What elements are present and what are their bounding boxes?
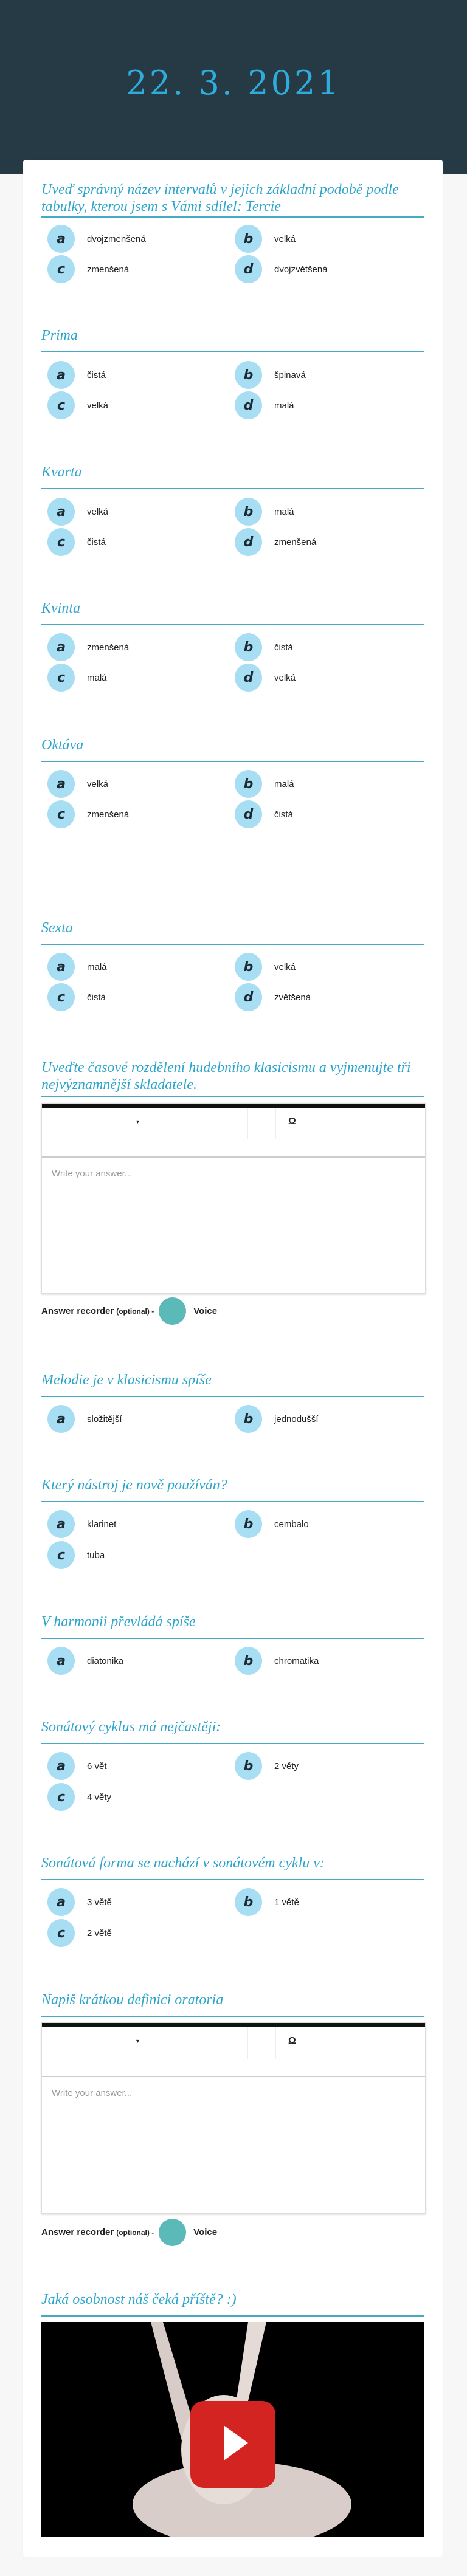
option-label: čistá [87, 369, 106, 380]
answer-option-c[interactable] [47, 664, 107, 692]
answer-textarea[interactable]: Write your answer... [52, 2088, 133, 2098]
option-letter-badge: d [235, 800, 262, 828]
option-letter-badge: c [47, 983, 75, 1011]
answer-option-c[interactable] [47, 1541, 105, 1569]
option-letter-badge: a [47, 1510, 75, 1538]
option-label: velká [87, 400, 109, 411]
option-letter-badge: a [47, 1888, 75, 1916]
answer-option-c[interactable] [47, 528, 106, 556]
option-label: čistá [274, 809, 293, 820]
option-letter-badge: d [235, 255, 262, 283]
question-divider [41, 488, 424, 489]
option-label: velká [274, 961, 296, 972]
option-letter-badge: b [235, 1405, 262, 1433]
option-label: špinavá [274, 369, 306, 380]
option-letter-badge: d [235, 983, 262, 1011]
record-voice-button[interactable] [159, 2219, 186, 2246]
option-label: dvojzmenšená [87, 233, 146, 244]
option-label: 2 věty [274, 1760, 299, 1771]
answer-option-a[interactable] [47, 953, 107, 981]
option-label: dvojzvětšená [274, 264, 328, 275]
option-letter-badge: d [235, 391, 262, 419]
answer-option-a[interactable] [47, 1888, 112, 1916]
question-title: Prima [41, 328, 78, 343]
special-character-button[interactable]: Ω [288, 2036, 296, 2046]
option-label: diatonika [87, 1655, 124, 1666]
question-divider [41, 1743, 424, 1744]
answer-option-d[interactable] [235, 391, 294, 419]
youtube-play-icon[interactable] [190, 2401, 275, 2488]
option-label: cembalo [274, 1519, 309, 1530]
answer-recorder [41, 2219, 217, 2246]
answer-option-b[interactable] [235, 633, 293, 661]
option-letter-badge: b [235, 1647, 262, 1675]
option-letter-badge: c [47, 1541, 75, 1569]
answer-option-c[interactable] [47, 800, 129, 828]
voice-label: Voice [193, 2227, 218, 2238]
answer-option-a[interactable] [47, 770, 108, 798]
option-label: velká [274, 233, 296, 244]
question-title: Napiš krátkou definici oratoria [41, 1992, 224, 2008]
option-label: zmenšená [87, 809, 130, 820]
option-letter-badge: b [235, 770, 262, 798]
question-divider [41, 761, 424, 762]
option-label: jednodušší [274, 1413, 319, 1424]
answer-option-a[interactable] [47, 498, 108, 526]
question-title: Sonátová forma se nachází v sonátovém cyklu v: [41, 1855, 325, 1871]
question-divider [41, 1638, 424, 1639]
option-letter-badge: b [235, 361, 262, 389]
toolbar-separator [275, 2027, 276, 2059]
option-letter-badge: c [47, 800, 75, 828]
question-divider [41, 944, 424, 945]
editor-toolbar [42, 1104, 425, 1158]
answer-editor[interactable] [41, 1103, 426, 1294]
recorder-optional: (optional) - [116, 1307, 154, 1316]
option-label: 1 větě [274, 1897, 299, 1908]
answer-option-c[interactable] [47, 255, 129, 283]
answer-option-d[interactable] [235, 528, 316, 556]
option-letter-badge: c [47, 1919, 75, 1947]
question-title: Uveďte časové rozdělení hudebního klasicismu a vyjmenujte tři nejvýznamnější skladatele. [41, 1060, 411, 1093]
answer-option-b[interactable] [235, 498, 294, 526]
option-letter-badge: b [235, 1752, 262, 1780]
question-title: Jaká osobnost náš čeká příště? :) [41, 2292, 237, 2307]
option-letter-badge: c [47, 391, 75, 419]
option-letter-badge: a [47, 1647, 75, 1675]
question-divider [41, 1879, 424, 1880]
special-character-button[interactable]: Ω [288, 1116, 296, 1127]
option-label: zvětšená [274, 992, 311, 1003]
option-label: malá [274, 778, 294, 789]
answer-option-d[interactable] [235, 983, 311, 1011]
question-title: Kvinta [41, 600, 80, 616]
option-letter-badge: c [47, 1783, 75, 1811]
answer-option-b[interactable] [235, 1647, 319, 1675]
option-letter-badge: b [235, 953, 262, 981]
option-label: klarinet [87, 1519, 117, 1530]
question-title: Uveď správný název intervalů v jejich základní podobě podle tabulky, kterou jsem s Vámi sdílel: Tercie [41, 182, 399, 215]
answer-option-b[interactable] [235, 1510, 309, 1538]
question-divider [41, 624, 424, 625]
option-label: čistá [274, 642, 293, 653]
option-label: velká [87, 506, 109, 517]
answer-option-a[interactable] [47, 633, 129, 661]
recorder-label: Answer recorder [41, 2227, 114, 2238]
answer-option-b[interactable] [235, 1888, 299, 1916]
option-letter-badge: b [235, 1510, 262, 1538]
answer-option-c[interactable] [47, 983, 106, 1011]
toolbar-separator [247, 2027, 248, 2059]
header [0, 0, 467, 174]
option-letter-badge: a [47, 1405, 75, 1433]
answer-option-d[interactable] [235, 800, 293, 828]
option-letter-badge: c [47, 255, 75, 283]
option-label: čistá [87, 992, 106, 1003]
option-letter-badge: c [47, 528, 75, 556]
answer-option-b[interactable] [235, 770, 294, 798]
answer-option-a[interactable] [47, 1647, 123, 1675]
question-divider [41, 2016, 424, 2017]
recorder-optional: (optional) - [116, 2228, 154, 2237]
answer-option-b[interactable] [235, 361, 306, 389]
option-letter-badge: a [47, 953, 75, 981]
answer-option-a[interactable] [47, 225, 146, 253]
format-dropdown-arrow-icon[interactable]: ▾ [136, 2038, 140, 2045]
question-divider [41, 1396, 424, 1397]
question-title: Sexta [41, 920, 73, 936]
page-title: 22. 3. 2021 [126, 64, 341, 102]
option-label: 4 věty [87, 1791, 112, 1802]
answer-option-b[interactable] [235, 1405, 319, 1433]
option-letter-badge: a [47, 361, 75, 389]
option-label: velká [87, 778, 109, 789]
question-title: V harmonii převládá spíše [41, 1614, 196, 1630]
answer-option-b[interactable] [235, 1752, 299, 1780]
toolbar-separator [247, 1108, 248, 1139]
option-label: zmenšená [87, 264, 130, 275]
option-letter-badge: a [47, 633, 75, 661]
answer-option-a[interactable] [47, 1405, 122, 1433]
option-label: čistá [87, 537, 106, 548]
recorder-label: Answer recorder [41, 1306, 114, 1316]
question-title: Který nástroj je nově používán? [41, 1477, 227, 1493]
option-letter-badge: a [47, 225, 75, 253]
option-label: malá [274, 400, 294, 411]
video-player[interactable] [41, 2322, 424, 2537]
option-letter-badge: b [235, 1888, 262, 1916]
question-divider [41, 1501, 424, 1502]
question-divider [41, 351, 424, 352]
answer-editor[interactable] [41, 2022, 426, 2214]
question-title: Oktáva [41, 737, 84, 753]
option-label: malá [274, 506, 294, 517]
option-letter-badge: b [235, 498, 262, 526]
question-title: Melodie je v klasicismu spíše [41, 1372, 212, 1388]
option-label: 6 vět [87, 1760, 107, 1771]
option-label: tuba [87, 1550, 105, 1561]
option-label: 2 větě [87, 1928, 112, 1939]
option-letter-badge: a [47, 498, 75, 526]
editor-toolbar [42, 2023, 425, 2077]
option-label: chromatika [274, 1655, 319, 1666]
option-label: velká [274, 672, 296, 683]
answer-option-c[interactable] [47, 1919, 112, 1947]
option-label: složitější [87, 1413, 122, 1424]
option-letter-badge: b [235, 225, 262, 253]
answer-option-a[interactable] [47, 1510, 116, 1538]
option-label: 3 větě [87, 1897, 112, 1908]
question-title: Sonátový cyklus má nejčastěji: [41, 1719, 221, 1735]
answer-option-c[interactable] [47, 1783, 111, 1811]
answer-option-b[interactable] [235, 225, 296, 253]
answer-option-d[interactable] [235, 664, 296, 692]
option-label: zmenšená [87, 642, 130, 653]
format-dropdown-arrow-icon[interactable]: ▾ [136, 1119, 140, 1125]
option-letter-badge: c [47, 664, 75, 692]
toolbar-separator [275, 1108, 276, 1139]
answer-option-a[interactable] [47, 361, 106, 389]
answer-option-d[interactable] [235, 255, 328, 283]
question-divider [41, 216, 424, 218]
question-divider [41, 2315, 424, 2317]
option-letter-badge: b [235, 633, 262, 661]
answer-option-c[interactable] [47, 391, 108, 419]
voice-label: Voice [193, 1306, 218, 1316]
option-letter-badge: d [235, 664, 262, 692]
answer-option-b[interactable] [235, 953, 296, 981]
record-voice-button[interactable] [159, 1297, 186, 1325]
answer-textarea[interactable]: Write your answer... [52, 1169, 133, 1179]
question-divider [41, 1096, 424, 1097]
option-label: zmenšená [274, 537, 317, 548]
option-letter-badge: d [235, 528, 262, 556]
answer-option-a[interactable] [47, 1752, 107, 1780]
option-letter-badge: a [47, 770, 75, 798]
option-label: malá [87, 961, 107, 972]
answer-recorder [41, 1297, 217, 1325]
question-title: Kvarta [41, 464, 82, 480]
option-label: malá [87, 672, 107, 683]
option-letter-badge: a [47, 1752, 75, 1780]
